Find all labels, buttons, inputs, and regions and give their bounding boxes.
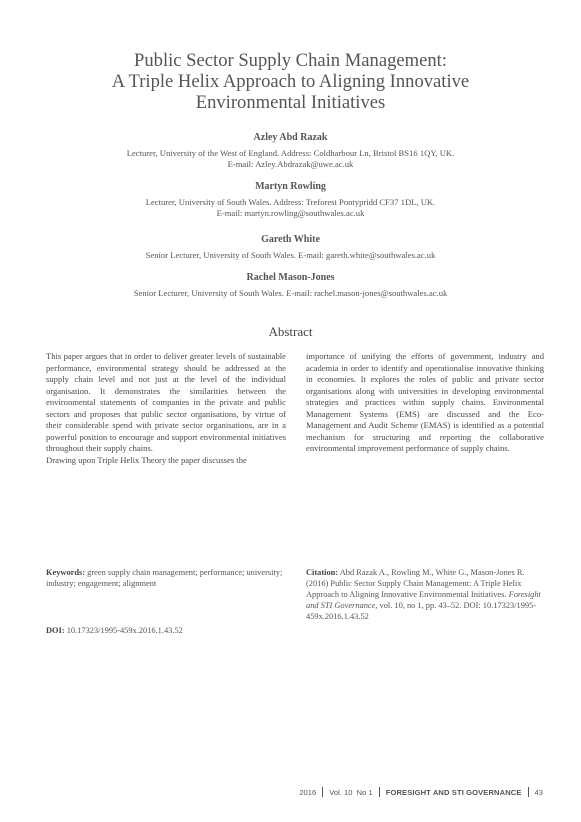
abstract-right-column	[306, 351, 544, 455]
author-affiliation	[40, 148, 541, 170]
abstract-paragraph: Drawing upon Triple Helix Theory the paper discusses the	[46, 454, 247, 465]
keywords	[46, 567, 286, 589]
doi-label: DOI:	[46, 626, 65, 635]
doi	[46, 625, 286, 636]
author-name: Azley Abd Razak	[253, 132, 328, 143]
citation-text-end: , vol. 10, no 1, pp. 43–52. DOI: 10.17323/1995-459x.2016.1.43.52	[306, 601, 537, 621]
keywords-text: green supply chain management; performance; university; industry; engagement; alignment	[46, 568, 283, 588]
footer-divider	[379, 787, 380, 797]
footer-divider	[528, 787, 529, 797]
affiliation-email: E-mail: Azley.Abdrazak@uwe.ac.uk	[227, 159, 354, 169]
footer-journal: FORESIGHT AND STI GOVERNANCE	[385, 787, 522, 797]
paper-title	[40, 50, 541, 113]
title-line-3: Environmental Initiatives	[195, 92, 386, 113]
affiliation-line: Lecturer, University of South Wales. Address: Treforest Pontypridd CF37 1DL, UK.	[145, 197, 436, 207]
title-line-1: Public Sector Supply Chain Management:	[134, 50, 447, 71]
abstract-paragraph: This paper argues that in order to deliver greater levels of sustainable performance, environmental strategy should be addressed at the supply chain level and not just at the level of the individual organisation. It demonstrates the similarities between the environmental statements of companies in the private and public sectors and proposes that public sector organisations, by virtue of their considerable spend with private sector organisations, are in a powerful position to encourage and support environmental initiatives throughout their supply chains.	[46, 351, 286, 453]
author-name: Martyn Rowling	[255, 181, 326, 192]
abstract-heading: Abstract	[268, 324, 313, 339]
abstract-paragraph: importance of unifying the efforts of government, industry and academia in order to identify and operationalise innovative thinking in economies. It explores the roles of public and private sector organisations along with universities in developing environmental strategies and practices within supply chains. Environmental Management Systems (EMS) are discussed and the Eco-Management and Audit Scheme (EMAS) is identified as a potential mechanism for structuring and reporting the collaborative environmental improvement performance of supply chains.	[306, 351, 544, 453]
citation-label: Citation:	[306, 568, 339, 577]
author-block-1	[40, 131, 541, 170]
author-affiliation	[40, 197, 541, 219]
author-affiliation	[40, 288, 541, 299]
footer-divider	[322, 787, 323, 797]
footer-year: 2016	[299, 787, 317, 797]
author-block-3	[40, 233, 541, 261]
author-affiliation	[40, 250, 541, 261]
abstract-left-column	[46, 351, 286, 466]
footer-volume: Vol. 10 No 1	[329, 787, 373, 797]
affiliation-email: E-mail: martyn.rowling@southwales.ac.uk	[216, 208, 365, 218]
author-block-4	[40, 271, 541, 299]
footer-page-number: 43	[534, 787, 543, 797]
author-name: Rachel Mason-Jones	[246, 272, 335, 283]
doi-text: 10.17323/1995-459x.2016.1.43.52	[64, 626, 183, 635]
affiliation-line: Senior Lecturer, University of South Wales. E-mail: rachel.mason-jones@southwales.ac.uk	[133, 288, 448, 298]
title-line-2: A Triple Helix Approach to Aligning Innovative	[111, 71, 470, 92]
author-name: Gareth White	[261, 234, 320, 245]
citation-journal: Foresight and STI Governance	[306, 590, 541, 610]
affiliation-line: Lecturer, University of the West of England. Address: Coldharbour Ln, Bristol BS16 1QY, UK.	[126, 148, 455, 158]
citation-text: Abd Razak A., Rowling M., White G., Mason-Jones R. (2016) Public Sector Supply Chain Management: A Triple Helix Approach to Aligning Innovative Environmental Initiatives.	[306, 568, 525, 599]
author-block-2	[40, 180, 541, 219]
keywords-label: Keywords:	[46, 568, 86, 577]
affiliation-line: Senior Lecturer, University of South Wales. E-mail: gareth.white@southwales.ac.uk	[145, 250, 436, 260]
citation	[306, 567, 544, 622]
page-footer	[299, 787, 543, 797]
